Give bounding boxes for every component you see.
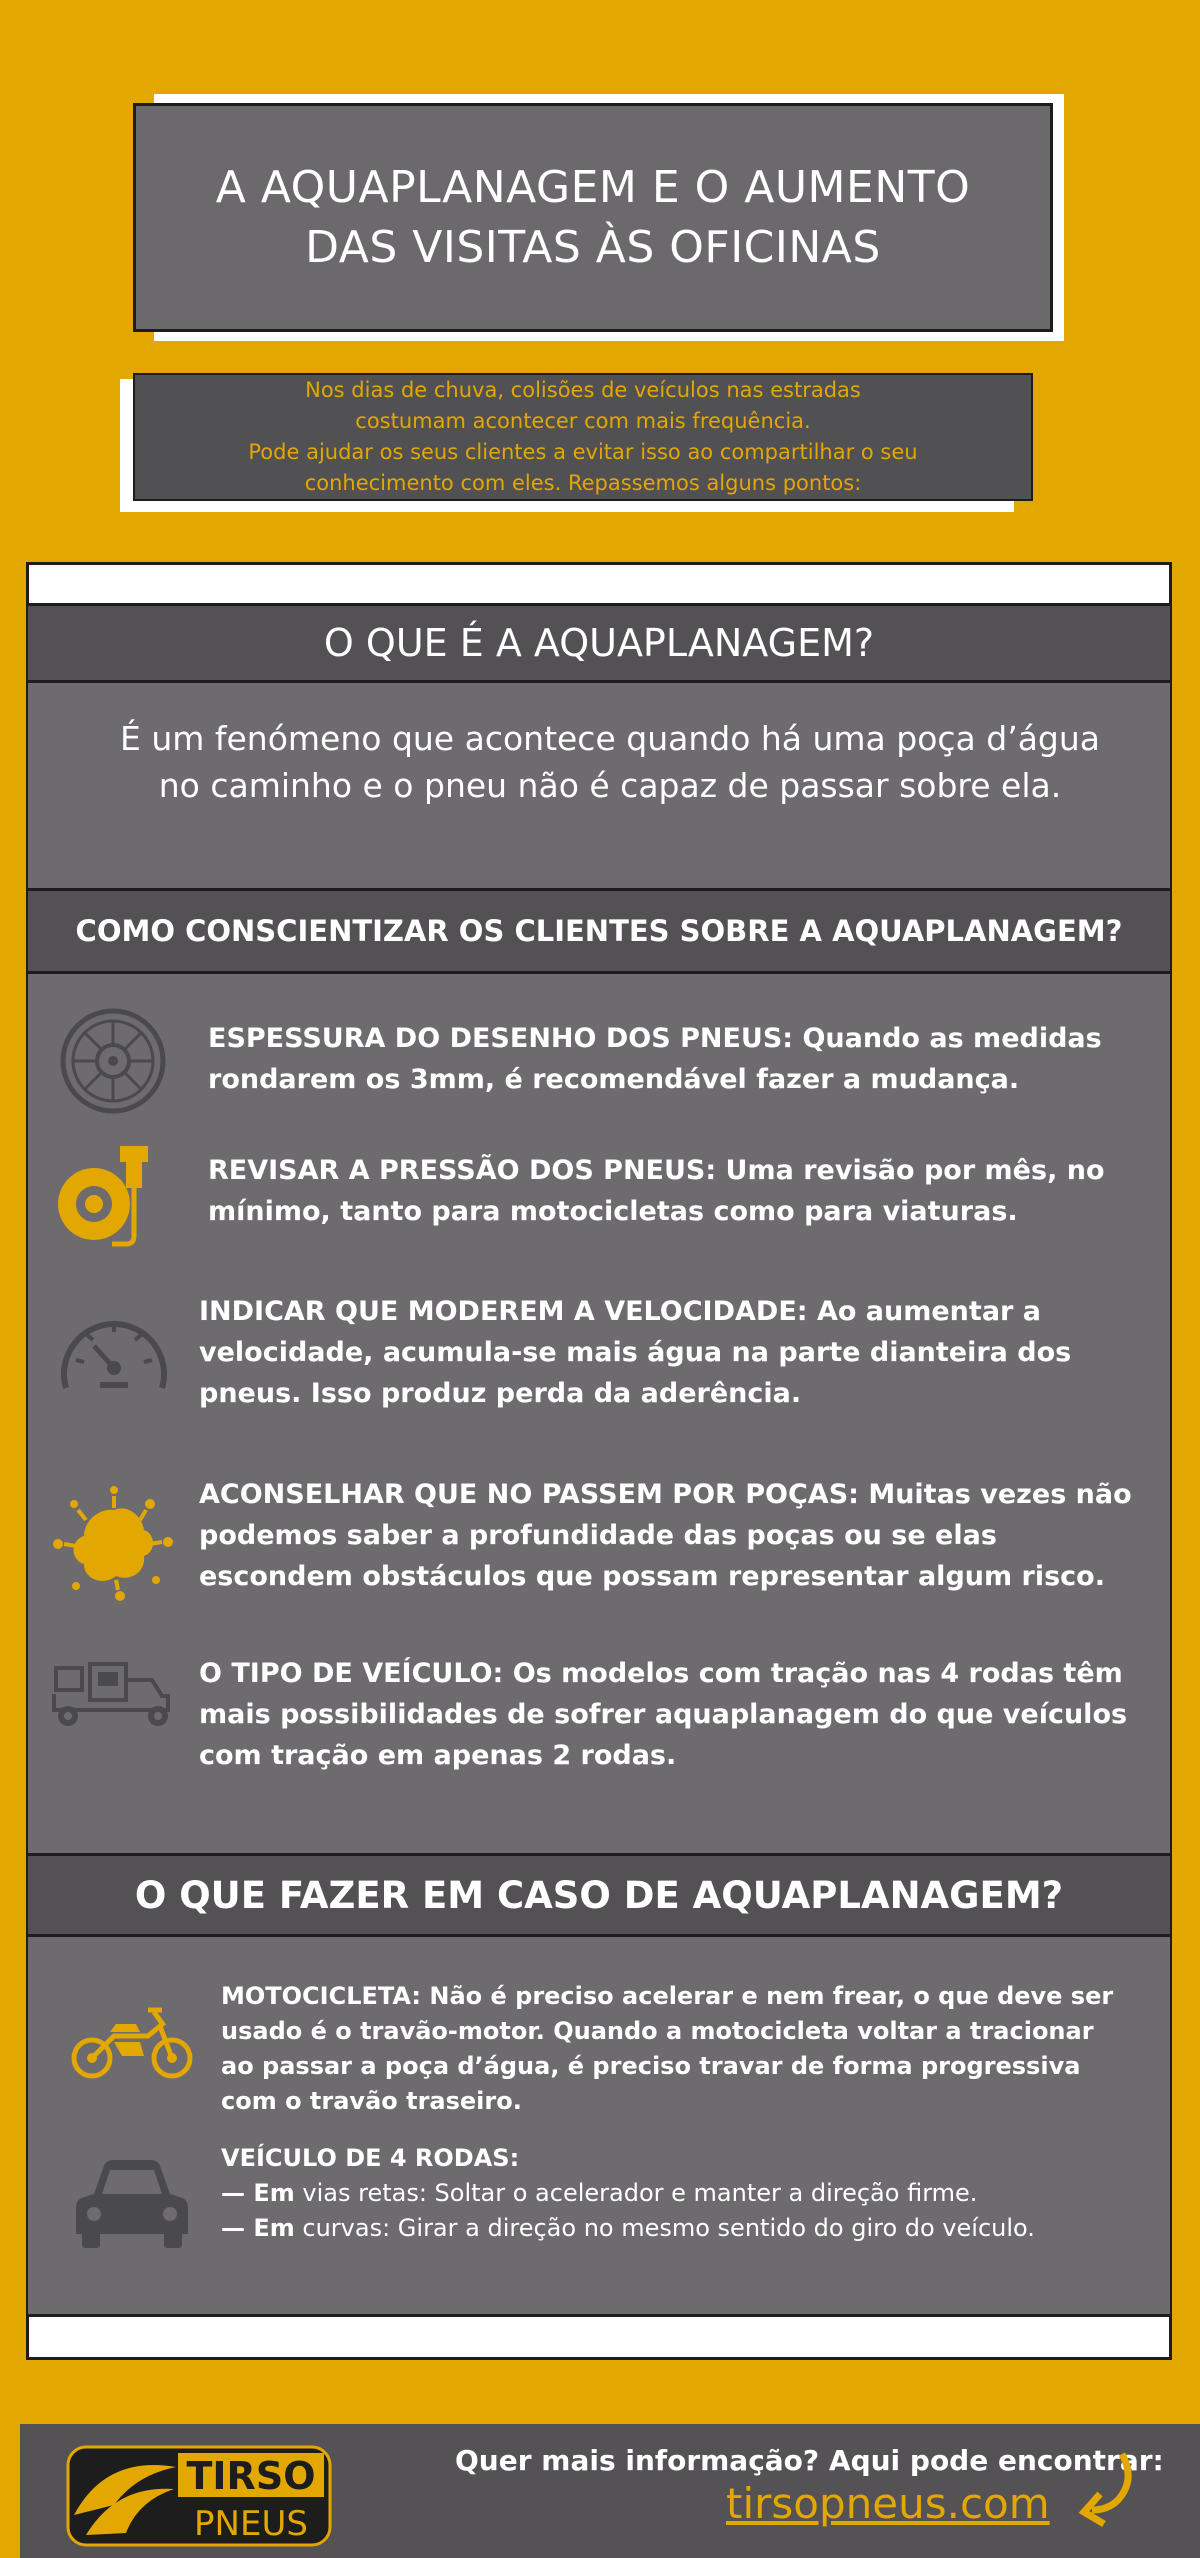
item-line: ESPESSURA DO DESENHO DOS PNEUS: Quando as medidas [208,1023,1102,1054]
moto-instructions [221,1979,1113,2119]
list-item [208,1018,1102,1100]
website-link[interactable]: tirsopneus.com [726,2479,1050,2528]
item-line: escondem obstáculos que possam representar algum risco. [199,1561,1105,1592]
car-dash: — Em [221,2179,295,2207]
footer-question: Quer mais informação? Aqui pode encontrar: [455,2444,1164,2477]
what-line: É um fenómeno que acontece quando há uma poça d’água [119,719,1101,758]
list-item [199,1291,1071,1414]
intro-line: Pode ajudar os seus clientes a evitar isso ao compartilhar o seu [248,440,918,464]
vehicle-icon [48,1660,178,1730]
tirso-pneus-logo [66,2445,332,2547]
item-line: pneus. Isso produz perda da aderência. [199,1378,802,1409]
moto-line: usado é o travão-motor. Quando a motocicleta voltar a tracionar [221,2017,1094,2045]
page-title [133,103,1053,332]
car-text: curvas: Girar a direção no mesmo sentido do giro do veículo. [294,2214,1035,2242]
title-line-1: A AQUAPLANAGEM E O AUMENTO [215,161,971,213]
moto-line: MOTOCICLETA: Não é preciso acelerar e nem frear, o que deve ser [221,1982,1114,2010]
car-icon [72,2154,192,2254]
car-instructions [221,2141,1035,2246]
list-item [199,1653,1127,1776]
item-line: INDICAR QUE MODEREM A VELOCIDADE: Ao aumentar a [199,1296,1041,1327]
item-line: rondarem os 3mm, é recomendável fazer a mudança. [208,1064,1020,1095]
logo-text-bottom: PNEUS [194,2504,308,2544]
moto-line: com o travão traseiro. [221,2087,522,2115]
splash-icon [50,1482,180,1602]
item-line: ACONSELHAR QUE NO PASSEM POR POÇAS: Muitas vezes não [199,1479,1132,1510]
car-line [221,2211,1035,2246]
list-item [199,1474,1132,1597]
what-description [95,715,1125,809]
moto-line: ao passar a poça d’água, é preciso travar de forma progressiva [221,2052,1081,2080]
item-line: podemos saber a profundidade das poças ou se elas [199,1520,997,1551]
title-line-2: DAS VISITAS ÀS OFICINAS [305,221,881,273]
tire-icon [58,1006,168,1116]
section-heading-todo: O QUE FAZER EM CASO DE AQUAPLANAGEM? [28,1853,1170,1937]
intro-line: conhecimento com eles. Repassemos alguns pontos: [304,471,862,495]
item-line: REVISAR A PRESSÃO DOS PNEUS: Uma revisão por mês, no [208,1155,1105,1186]
what-line: no caminho e o pneu não é capaz de passar sobre ela. [158,766,1062,805]
section-heading-what: O QUE É A AQUAPLANAGEM? [28,603,1170,683]
item-line: velocidade, acumula-se mais água na parte dianteira dos [199,1337,1072,1368]
car-text: vias retas: Soltar o acelerador e manter a direção firme. [294,2179,978,2207]
arrow-icon [1078,2450,1136,2530]
item-line: com tração em apenas 2 rodas. [199,1740,677,1771]
speedometer-icon [56,1308,172,1398]
motorcycle-icon [70,2002,196,2082]
intro-line: Nos dias de chuva, colisões de veículos nas estradas [305,378,861,402]
car-dash: — Em [221,2214,295,2242]
logo-text-top: TIRSO [186,2454,316,2498]
car-line [221,2176,1035,2211]
item-line: mais possibilidades de sofrer aquaplanagem do que veículos [199,1699,1128,1730]
item-line: O TIPO DE VEÍCULO: Os modelos com tração nas 4 rodas têm [199,1658,1123,1689]
intro-line: costumam acontecer com mais frequência. [355,409,811,433]
intro-box [133,373,1033,501]
car-title: VEÍCULO DE 4 RODAS: [221,2144,520,2172]
section-heading-how: COMO CONSCIENTIZAR OS CLIENTES SOBRE A AQUAPLANAGEM? [28,888,1170,974]
item-line: mínimo, tanto para motocicletas como para viaturas. [208,1196,1018,1227]
list-item [208,1150,1105,1232]
tire-pressure-icon [52,1140,162,1250]
